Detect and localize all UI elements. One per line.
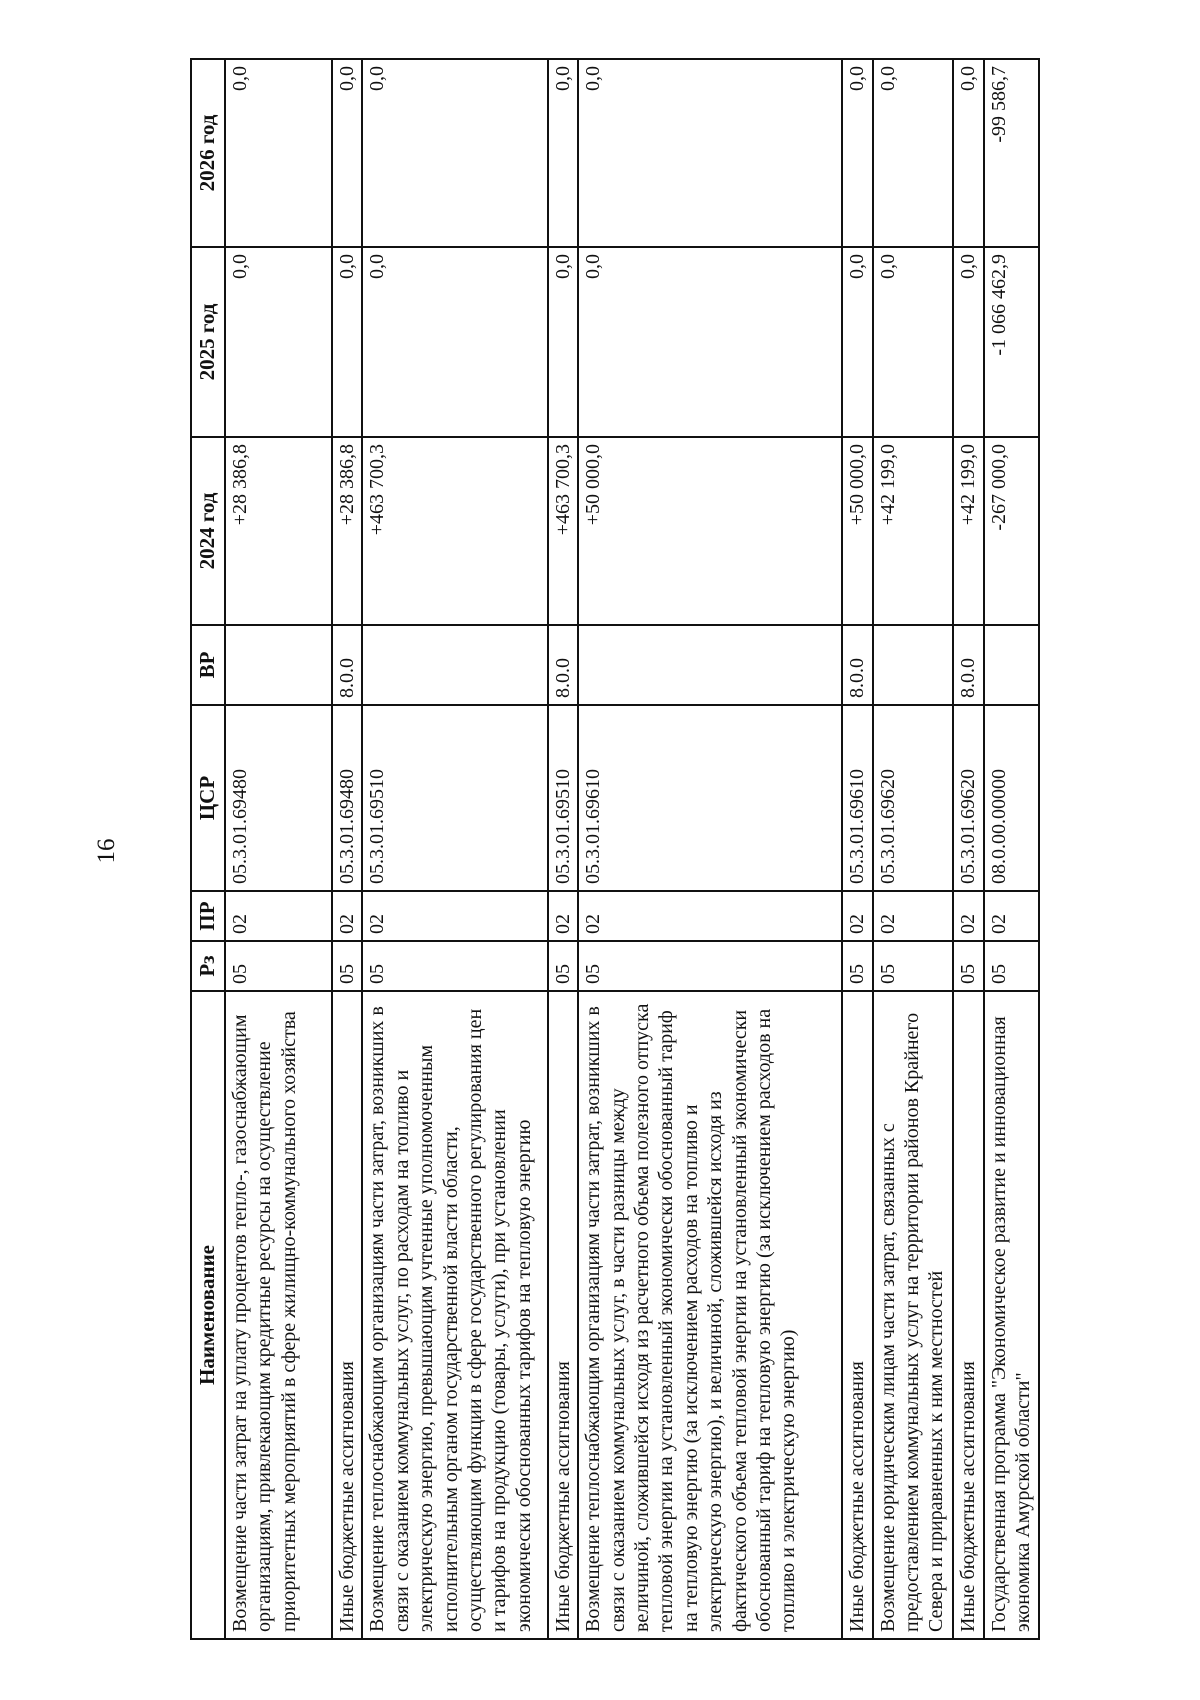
cell-csr: 08.0.00.00000: [984, 705, 1039, 891]
cell-2026: 0,0: [578, 59, 842, 247]
header-rz: Рз: [191, 941, 225, 991]
cell-2026: -99 586,7: [984, 59, 1039, 247]
cell-name: Возмещение теплоснабжающим организациям части затрат, возникших в связи с оказанием коммунальных услуг, по расходам на топливо и электрическую энергию, превышающим учтенные уполномоченным исполнительным органом государственной власти области, осуществляющим функции в сфере государственного регулирования цен и тарифов на продукцию (товары, услуги), при установлении экономически обоснованных тарифов на тепловую энергию: [362, 991, 547, 1639]
budget-table-wrapper: [190, 60, 1040, 1640]
cell-name: Возмещение теплоснабжающим организациям части затрат, возникших в связи с оказанием коммунальных услуг, в части разницы между величиной, сложившейся исходя из расчетного объема полезного отпуска тепловой энергии на установленный экономически обоснованный тариф на тепловую энергию (за исключением расходов на топливо и электрическую энергию), и величиной, сложившейся исходя из фактического объема тепловой энергии на установленный экономически обоснованный тариф на тепловую энергию (за исключением расходов на топливо и электрическую энергию): [578, 991, 842, 1639]
cell-vr: 8.0.0: [953, 625, 984, 705]
cell-rz: 05: [362, 941, 547, 991]
cell-pr: 02: [842, 891, 873, 941]
cell-2026: 0,0: [225, 59, 332, 247]
cell-2026: 0,0: [873, 59, 954, 247]
cell-name: Возмещение части затрат на уплату процентов тепло-, газоснабжающим организациям, привлекающим кредитные ресурсы на осуществление приоритетных мероприятий в сфере жилищно-коммунального хозяйства: [225, 991, 332, 1639]
header-vr: ВР: [191, 625, 225, 705]
table-header-row: [191, 59, 225, 1639]
header-pr: ПР: [191, 891, 225, 941]
cell-2025: 0,0: [362, 247, 547, 437]
table-row: [953, 59, 984, 1639]
cell-csr: 05.3.01.69480: [332, 705, 363, 891]
cell-vr: [578, 625, 842, 705]
cell-2024: +50 000,0: [578, 437, 842, 625]
cell-rz: 05: [953, 941, 984, 991]
cell-2025: -1 066 462,9: [984, 247, 1039, 437]
cell-2024: +50 000,0: [842, 437, 873, 625]
table-row: [362, 59, 547, 1639]
cell-pr: 02: [953, 891, 984, 941]
cell-vr: [362, 625, 547, 705]
cell-rz: 05: [548, 941, 579, 991]
header-csr: ЦСР: [191, 705, 225, 891]
cell-2024: +463 700,3: [548, 437, 579, 625]
cell-vr: [873, 625, 954, 705]
cell-rz: 05: [332, 941, 363, 991]
table-row: [984, 59, 1039, 1639]
cell-2025: 0,0: [548, 247, 579, 437]
cell-pr: 02: [873, 891, 954, 941]
cell-name: Иные бюджетные ассигнования: [842, 991, 873, 1639]
cell-name: Возмещение юридическим лицам части затрат, связанных с предоставлением коммунальных услуг на территории районов Крайнего Севера и приравненных к ним местностей: [873, 991, 954, 1639]
cell-2024: +42 199,0: [873, 437, 954, 625]
cell-2024: +463 700,3: [362, 437, 547, 625]
cell-vr: 8.0.0: [842, 625, 873, 705]
cell-csr: 05.3.01.69510: [548, 705, 579, 891]
cell-pr: 02: [362, 891, 547, 941]
cell-2026: 0,0: [548, 59, 579, 247]
header-2026: 2026 год: [191, 59, 225, 247]
cell-name: Иные бюджетные ассигнования: [953, 991, 984, 1639]
header-2025: 2025 год: [191, 247, 225, 437]
cell-name: Государственная программа "Экономическое развитие и инновационная экономика Амурской области": [984, 991, 1039, 1639]
cell-rz: 05: [984, 941, 1039, 991]
cell-vr: 8.0.0: [332, 625, 363, 705]
cell-2025: 0,0: [873, 247, 954, 437]
cell-pr: 02: [548, 891, 579, 941]
cell-csr: 05.3.01.69610: [578, 705, 842, 891]
cell-2025: 0,0: [842, 247, 873, 437]
cell-2026: 0,0: [953, 59, 984, 247]
cell-csr: 05.3.01.69510: [362, 705, 547, 891]
page-number: 16: [93, 838, 120, 864]
cell-pr: 02: [578, 891, 842, 941]
header-name: Наименование: [191, 991, 225, 1639]
cell-csr: 05.3.01.69620: [873, 705, 954, 891]
cell-2024: +42 199,0: [953, 437, 984, 625]
cell-vr: [984, 625, 1039, 705]
cell-csr: 05.3.01.69480: [225, 705, 332, 891]
cell-2025: 0,0: [225, 247, 332, 437]
cell-2026: 0,0: [332, 59, 363, 247]
table-row: [578, 59, 842, 1639]
table-row: [842, 59, 873, 1639]
budget-table: [190, 58, 1040, 1640]
cell-rz: 05: [225, 941, 332, 991]
cell-2026: 0,0: [362, 59, 547, 247]
cell-2024: +28 386,8: [332, 437, 363, 625]
header-2024: 2024 год: [191, 437, 225, 625]
table-row: [873, 59, 954, 1639]
cell-rz: 05: [873, 941, 954, 991]
cell-2024: -267 000,0: [984, 437, 1039, 625]
cell-2026: 0,0: [842, 59, 873, 247]
cell-rz: 05: [578, 941, 842, 991]
cell-2025: 0,0: [953, 247, 984, 437]
table-row: [548, 59, 579, 1639]
cell-pr: 02: [332, 891, 363, 941]
cell-vr: [225, 625, 332, 705]
cell-vr: 8.0.0: [548, 625, 579, 705]
cell-name: Иные бюджетные ассигнования: [548, 991, 579, 1639]
cell-name: Иные бюджетные ассигнования: [332, 991, 363, 1639]
cell-2024: +28 386,8: [225, 437, 332, 625]
cell-csr: 05.3.01.69610: [842, 705, 873, 891]
cell-2025: 0,0: [332, 247, 363, 437]
cell-pr: 02: [984, 891, 1039, 941]
table-row: [332, 59, 363, 1639]
table-row: [225, 59, 332, 1639]
cell-csr: 05.3.01.69620: [953, 705, 984, 891]
cell-pr: 02: [225, 891, 332, 941]
cell-rz: 05: [842, 941, 873, 991]
cell-2025: 0,0: [578, 247, 842, 437]
